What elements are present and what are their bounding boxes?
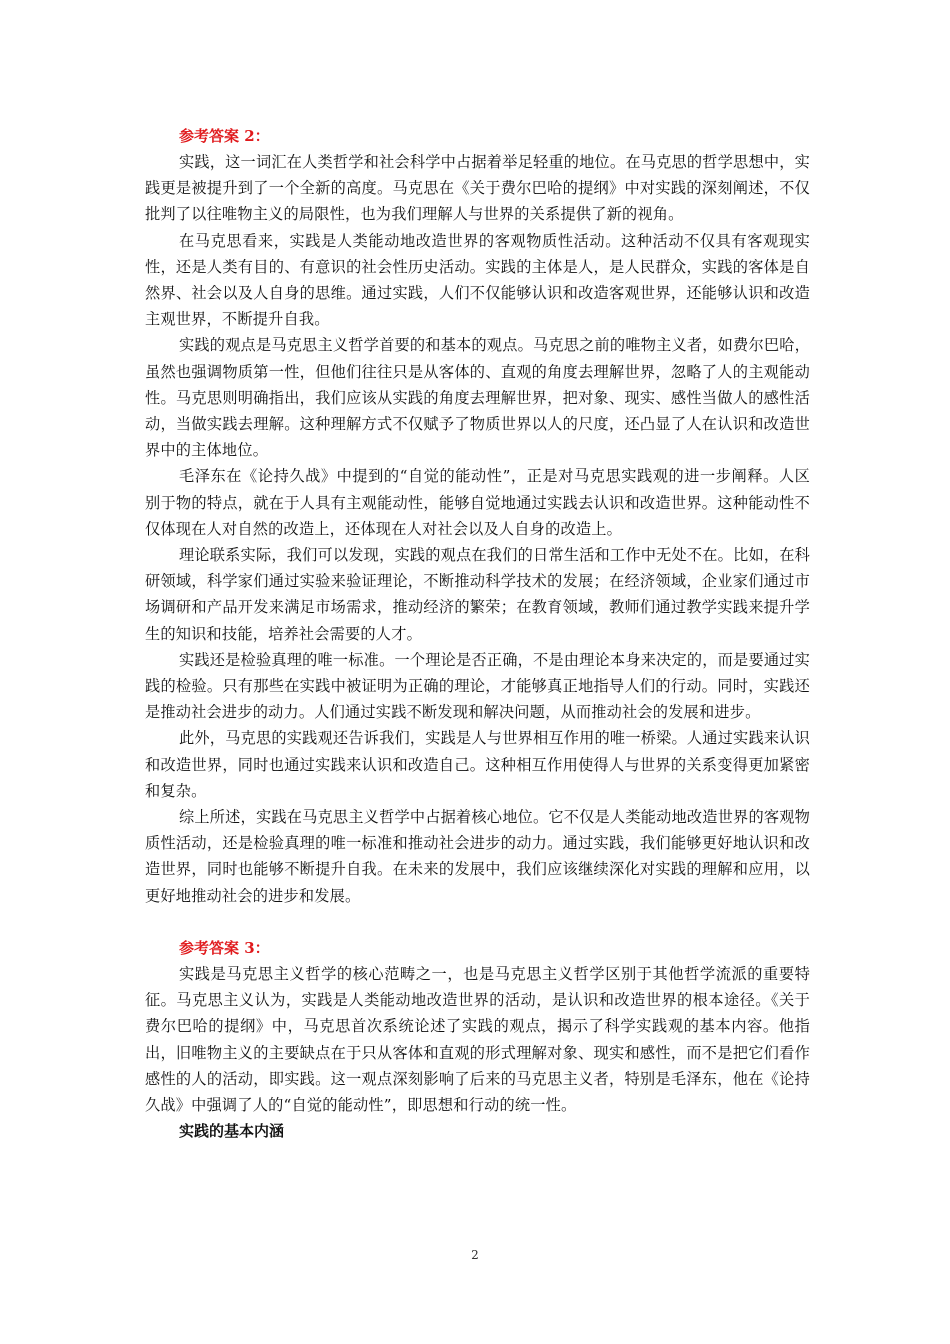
page-number: 2 bbox=[471, 1248, 479, 1262]
paragraph: 实践，这一词汇在人类哲学和社会科学中占据着举足轻重的地位。在马克思的哲学思想中，实践更是被提升到了一个全新的高度。马克思在《关于费尔巴哈的提纲》中对实践的深刻阐述，不仅批判了以往唯物主义的局限性，也为我们理解人与世界的关系提供了新的视角。 bbox=[145, 153, 810, 224]
section-spacer bbox=[145, 909, 810, 935]
page-content bbox=[145, 123, 810, 1144]
paragraph: 理论联系实际，我们可以发现，实践的观点在我们的日常生活和工作中无处不在。比如，在科研领域，科学家们通过实验来验证理论，不断推动科学技术的发展；在经济领域，企业家们通过市场调研和产品开发来满足市场需求，推动经济的繁荣；在教育领域，教师们通过教学实践来提升学生的知识和技能，培养社会需要的人才。 bbox=[145, 546, 810, 643]
section-heading-answer-3: 参考答案 3： bbox=[179, 938, 270, 957]
paragraph: 此外，马克思的实践观还告诉我们，实践是人与世界相互作用的唯一桥梁。人通过实践来认识和改造世界，同时也通过实践来认识和改造自己。这种相互作用使得人与世界的关系变得更加紧密和复杂。 bbox=[145, 729, 810, 800]
paragraph: 实践还是检验真理的唯一标准。一个理论是否正确，不是由理论本身来决定的，而是要通过实践的检验。只有那些在实践中被证明为正确的理论，才能够真正地指导人们的行动。同时，实践还是推动社会进步的动力。人们通过实践不断发现和解决问题，从而推动社会的发展和进步。 bbox=[145, 650, 810, 722]
paragraph: 在马克思看来，实践是人类能动地改造世界的客观物质性活动。这种活动不仅具有客观现实性，还是人类有目的、有意识的社会性历史活动。实践的主体是人，是人民群众，实践的客体是自然界、社会以及人自身的思维。通过实践，人们不仅能够认识和改造客观世界，还能够认识和改造主观世界，不断提升自我。 bbox=[145, 231, 810, 329]
subheading: 实践的基本内涵 bbox=[179, 1122, 285, 1141]
paragraph: 毛泽东在《论持久战》中提到的“自觉的能动性”，正是对马克思实践观的进一步阐释。人区别于物的特点，就在于人具有主观能动性，能够自觉地通过实践去认识和改造世界。这种能动性不仅体现在人对自然的改造上，还体现在人对社会以及人自身的改造上。 bbox=[145, 467, 810, 538]
paragraph: 实践是马克思主义哲学的核心范畴之一，也是马克思主义哲学区别于其他哲学流派的重要特征。马克思主义认为，实践是人类能动地改造世界的活动，是认识和改造世界的根本途径。《关于费尔巴哈的提纲》中，马克思首次系统论述了实践的观点，揭示了科学实践观的基本内容。他指出，旧唯物主义的主要缺点在于只从客体和直观的形式理解对象、现实和感性，而不是把它们看作感性的人的活动，即实践。这一观点深刻影响了后来的马克思主义者，特别是毛泽东，他在《论持久战》中强调了人的“自觉的能动性”，即思想和行动的统一性。 bbox=[145, 964, 810, 1114]
section-heading-answer-2: 参考答案 2： bbox=[179, 127, 270, 145]
paragraph: 实践的观点是马克思主义哲学首要的和基本的观点。马克思之前的唯物主义者，如费尔巴哈，虽然也强调物质第一性，但他们往往只是从客体的、直观的角度去理解世界，忽略了人的主观能动性。马克思则明确指出，我们应该从实践的角度去理解世界，把对象、现实、感性当做人的感性活动，当做实践去理解。这种理解方式不仅赋予了物质世界以人的尺度，还凸显了人在认识和改造世界中的主体地位。 bbox=[145, 336, 810, 460]
paragraph: 综上所述，实践在马克思主义哲学中占据着核心地位。它不仅是人类能动地改造世界的客观物质性活动，还是检验真理的唯一标准和推动社会进步的动力。通过实践，我们能够更好地认识和改造世界，同时也能够不断提升自我。在未来的发展中，我们应该继续深化对实践的理解和应用，以更好地推动社会的进步和发展。 bbox=[145, 808, 810, 905]
